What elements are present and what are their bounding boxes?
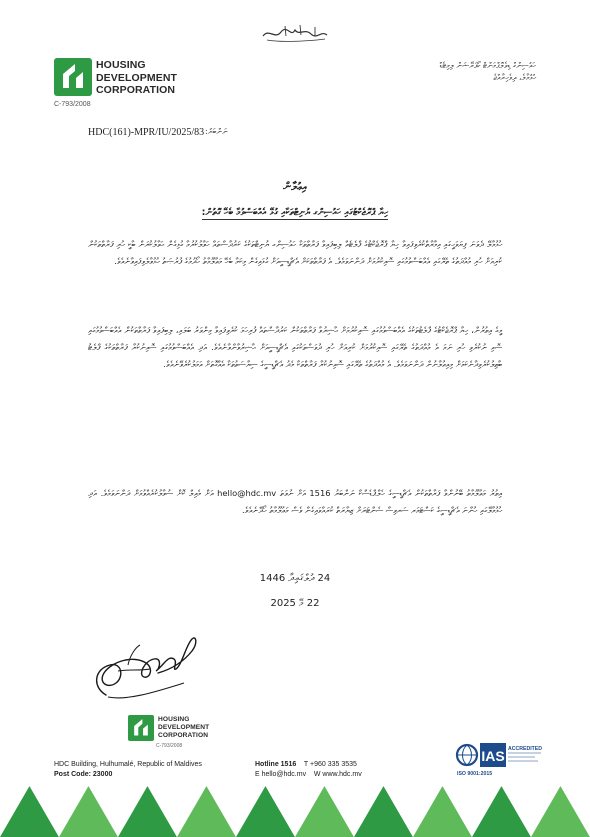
- signature: [88, 625, 200, 710]
- footer-phone: T +960 335 3535: [303, 761, 357, 768]
- footer-address-block: [54, 760, 202, 780]
- logo-small-text-line-1: HOUSING: [158, 716, 190, 723]
- ias-label: IAS: [481, 748, 505, 764]
- registration-code: C-793/2008: [54, 101, 91, 108]
- iso-label: ISO 9001:2015: [457, 771, 493, 777]
- letterhead-rtl-line-1: ހައުސިންގް ޑިވެލޮޕްމަންޓް ކޯޕަރޭޝަން ލިމިޓެޑް: [439, 61, 536, 70]
- footer-web[interactable]: W www.hdc.mv: [313, 771, 362, 778]
- logo-small-text-line-2: DEVELOPMENT: [158, 724, 210, 731]
- reference-number: HDC(161)-MPR/IU/2025/83: [88, 127, 205, 138]
- logo-text-line-3: CORPORATION: [96, 84, 176, 96]
- logo-small-text-line-3: CORPORATION: [158, 732, 209, 739]
- footer-triangle-band: [0, 786, 590, 837]
- notice-paragraph-2: މީގެ އިތުރުން، ހިޔާ ޕްރޮޖެކްޓުގެ ފްލެޓުތަކުގެ އެއްބަސްވުމުގައި ސޮއިކުރުމަށް ޙާޟިރުވާ ފަރާތްތަކުން ކަރުދާސްތައް ފުރިހަމަ ކުރެވިފައިވާ މިންވަރު ބަލައި، ލިބިފައިވާ ފަރާތްތަކުން އެއްބަސްވުމުގައި ސޮއި ނުކުރެވި ހުރި ނަމަ އެ މުއްދަތުގެ ތެރޭގައި ސޮއިކުރުމަށް ކުރިއަށް ހުރި ދުވަސްތަކުގައި އެޗްޑީސީއަށް ޙާޟިރުވާންވާނެއެވެ. އަދި އެއްބަސްވުމުގައި ސޮއިނުކުރާ ފަރާތްތަކުގެ ފްލެޓު ބާޠިލުކުރެވިދާނެކަމަށް މިއިޢުލާނުން ދަންނަވަމެވެ. އެ މުއްދަތުގެ ތެރޭގައި ސޮއިނުކުރާ ފަރާތްތަކާ މެދު އެޗްޑީސީގެ ސިޔާސަތުތަކާ އެއްގޮތަށް އަމަލުކުރެވޭނެއެވެ.: [88, 325, 502, 369]
- letterhead-rtl-line-2: ހުޅުމާލެ، ދިވެހިރާއްޖެ: [493, 73, 536, 82]
- footer-postcode: Post Code: 23000: [54, 771, 113, 778]
- notice-subject-text: ހިޔާ ޕްރޮޖެކްޓުގައި ހައުސިންގ ޔުނިޓްތަކާއި ގުޅޭ އެއްބަސްވުމާ ބެހޭ ގޮތުން:: [201, 207, 389, 218]
- footer-address: HDC Building, Hulhumalé, Republic of Maldives: [54, 761, 202, 768]
- hdc-logo-mark-icon: [54, 58, 92, 96]
- letterhead-rtl: [439, 60, 536, 84]
- bismillah-calligraphy: [255, 22, 335, 46]
- ias-accredited-label: ACCREDITED: [508, 746, 543, 752]
- logo-text-line-2: DEVELOPMENT: [96, 71, 178, 84]
- gregorian-date: 22 މޭ 2025: [270, 598, 320, 609]
- hijri-date: 24 ދުލްޤަޢިދާ 1446: [259, 573, 331, 584]
- logo-text-line-1: HOUSING: [96, 59, 146, 71]
- footer-contact-block: [255, 760, 362, 780]
- notice-paragraph-1: ހުޅުމާލޭ ދެވަނަ ފިޔަވަހީގައި އިމާރާތްކުރެވިފައިވާ ހިޔާ ޕްރޮޖެކްޓުގެ ފްލެޓެއް ލިބިފައިވާ ފަރާތްތަކާ ހައުސިންގ ޔުނިޓްތަކުގެ ކަރުދާސްތައް ހަވާލުކުރުމާ ގުޅިގެން ޙަވާލުކުރަން ބާކީ ހުރި ފަރާތްތަކުން ކުރިއަށް ހުރި މުއްދަތުގެ ތެރޭގައި އެއްބަސްވުމުގައި ސޮއިކުރުމަށް ދަންނަވަމެވެ. އެ ފަރާތްތަކަށް އެޗްޑީސީއަށް ގުޅައިގެން މިކަމާ ބެހޭ މަޢުލޫމާތު ހޯދުމުގެ ފުރުޞަތު ހުޅުވާލެވިފައިވާނެއެވެ.: [88, 239, 502, 266]
- hdc-logo-text: [96, 59, 177, 97]
- reference-label: ނަންބަރު:: [205, 127, 228, 136]
- notice-subject: [0, 207, 590, 218]
- notice-paragraph-3: އިތުރު މަޢުލޫމާތު ބޭނުންވާ ފަރާތްތަކުން އެޗްޑީސީގެ ހެލްޕްޑެސްކް ނަންބަރު 1516 އަށް ނުވަތަ hello@hdc.mv އަށް މެއިލް ކޮށް ސުވާލުކުރެއްވުމަށް ދަންނަވަމެވެ. އަދި ހުޅުމާލޭގައި ހުންނަ އެޗްޑީސީގެ ކަސްޓަމަރ ސަރވިސް ސެންޓަރަށް ޒިޔާރަތް ކުރައްވައިގެން ވެސް މަޢުލޫމާތު ހޯދޭނެއެވެ.: [88, 488, 503, 515]
- hdc-logo-mark-small-icon: [128, 715, 154, 741]
- footer-email[interactable]: E hello@hdc.mv: [255, 771, 307, 778]
- registration-code-small: C-793/2008: [156, 743, 183, 749]
- footer-hotline: Hotline 1516: [255, 761, 297, 768]
- hdc-logo-small-text: [158, 716, 209, 740]
- ias-accreditation-badge: [455, 738, 543, 778]
- hdc-logo-small: [128, 715, 218, 753]
- hdc-logo: [54, 58, 184, 98]
- notice-heading: އިޢުލާން: [283, 180, 307, 193]
